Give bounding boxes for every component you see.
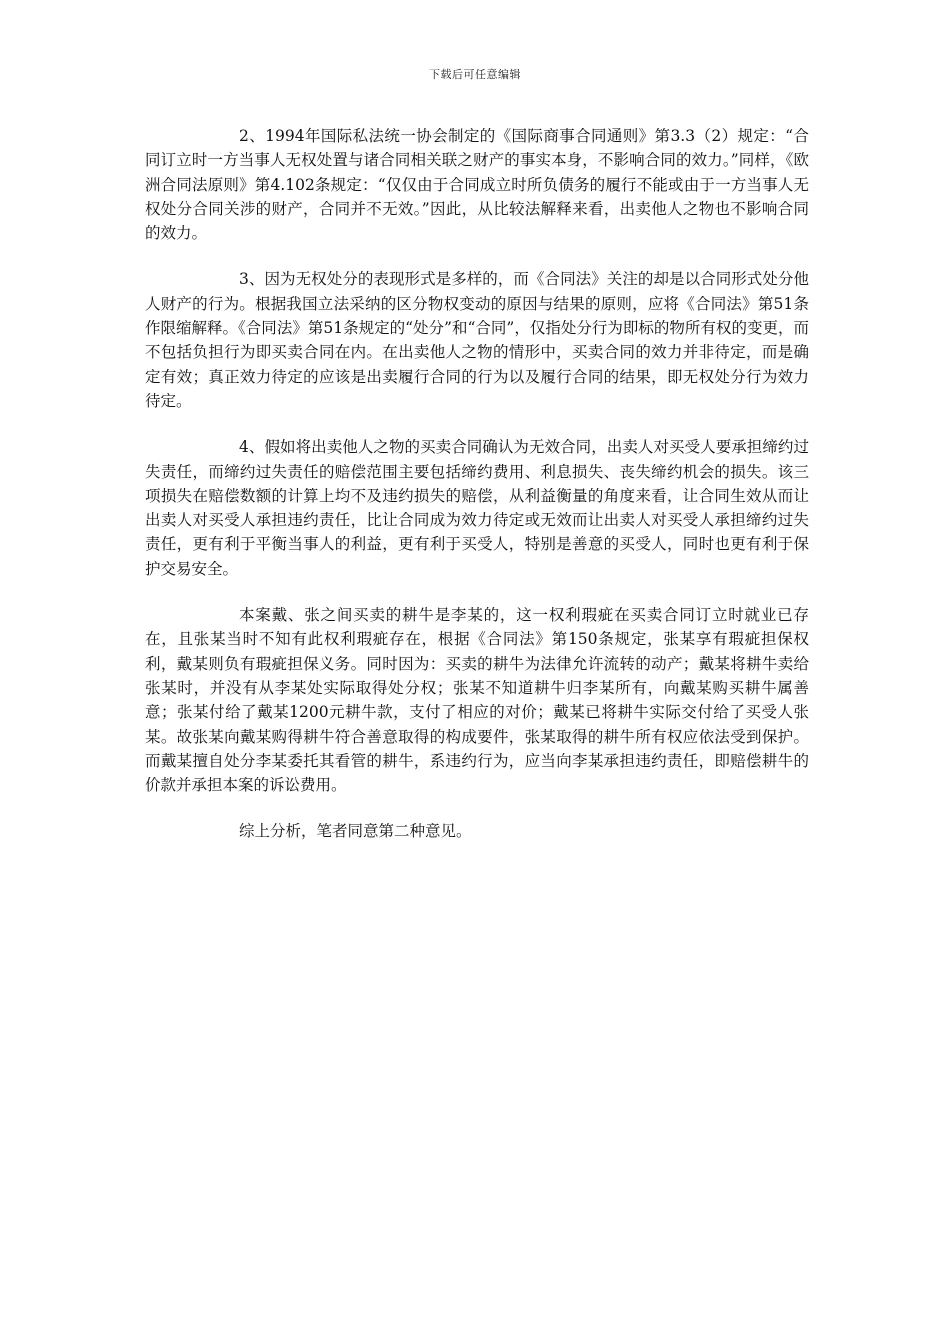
header-note: 下载后可任意编辑 <box>429 68 521 81</box>
document-body <box>145 124 809 866</box>
paragraph-case-analysis: 本案戴、张之间买卖的耕牛是李某的，这一权利瑕疵在买卖合同订立时就业已存在，且张某当时不知有此权利瑕疵存在，根据《合同法》第150条规定，张某享有瑕疵担保权利，戴某则负有瑕疵担保义务。同时因为：买卖的耕牛为法律允许流转的动产；戴某将耕牛卖给张某时，并没有从李某处实际取得处分权；张某不知道耕牛归李某所有，向戴某购买耕牛属善意；张某付给了戴某1200元耕牛款，支付了相应的对价；戴某已将耕牛实际交付给了买受人张某。故张某向戴某购得耕牛符合善意取得的构成要件，张某取得的耕牛所有权应依法受到保护。而戴某擅自处分李某委托其看管的耕牛，系违约行为，应当向李某承担违约责任，即赔偿耕牛的价款并承担本案的诉讼费用。 <box>145 606 809 795</box>
paragraph-2: 2、1994年国际私法统一协会制定的《国际商事合同通则》第3.3（2）规定：“合同订立时一方当事人无权处置与诸合同相关联之财产的事实本身，不影响合同的效力。”同样，《欧洲合同法原则》第4.102条规定：“仅仅由于合同成立时所负债务的履行不能或由于一方当事人无权处分合同关涉的财产，合同并不无效。”因此，从比较法解释来看，出卖他人之物也不影响合同的效力。 <box>145 127 809 243</box>
paragraph-conclusion: 综上分析，笔者同意第二种意见。 <box>239 822 472 841</box>
paragraph-3: 3、因为无权处分的表现形式是多样的，而《合同法》关注的却是以合同形式处分他人财产的行为。根据我国立法采纳的区分物权变动的原因与结果的原则，应将《合同法》第51条作限缩解释。《合同法》第51条规定的“处分”和“合同”，仅指处分行为即标的物所有权的变更，而不包括负担行为即买卖合同在内。在出卖他人之物的情形中，买卖合同的效力并非待定，而是确定有效；真正效力待定的应该是出卖履行合同的行为以及履行合同的结果，即无权处分行为效力待定。 <box>145 270 809 410</box>
paragraph-4: 4、假如将出卖他人之物的买卖合同确认为无效合同，出卖人对买受人要承担缔约过失责任，而缔约过失责任的赔偿范围主要包括缔约费用、利息损失、丧失缔约机会的损失。该三项损失在赔偿数额的计算上均不及违约损失的赔偿，从利益衡量的角度来看，让合同生效从而让出卖人对买受人承担违约责任，比让合同成为效力待定或无效而让出卖人对买受人承担缔约过失责任，更有利于平衡当事人的利益，更有利于买受人，特别是善意的买受人，同时也更有利于保护交易安全。 <box>145 438 809 578</box>
